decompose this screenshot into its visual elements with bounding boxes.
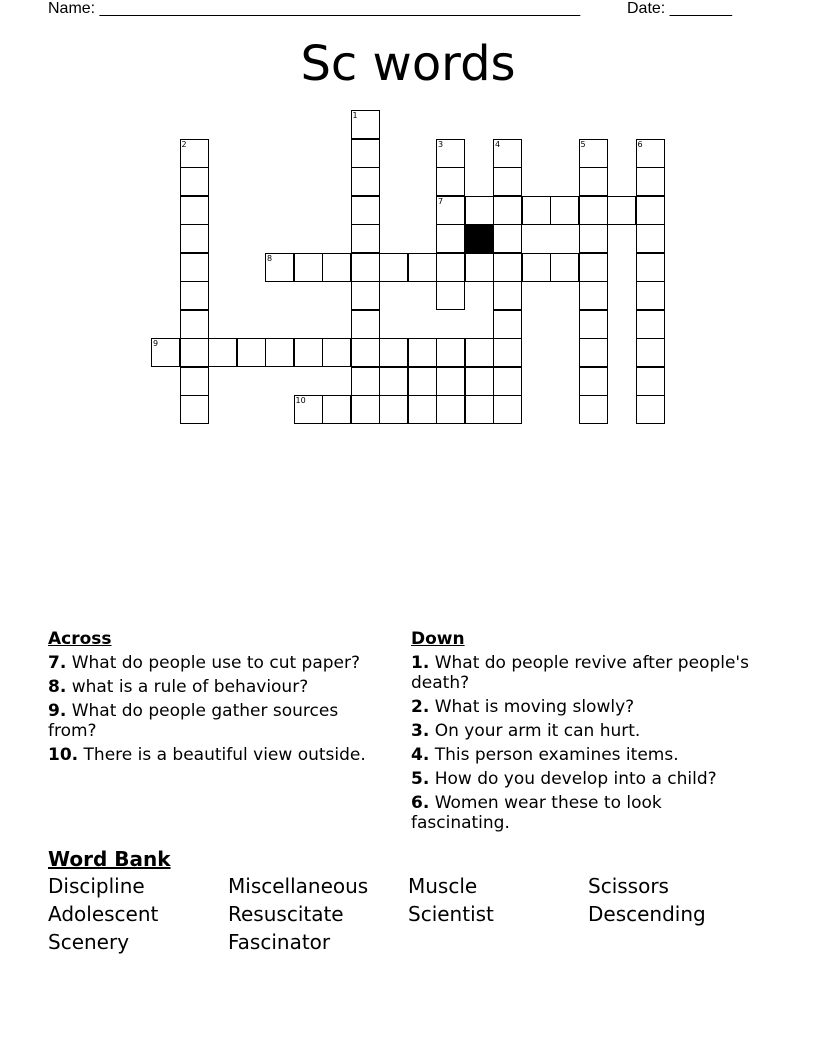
clue-text: How do you develop into a child? [429, 769, 717, 789]
down-clue [411, 721, 751, 741]
down-clue [411, 793, 751, 833]
word-bank-item: Scenery [48, 930, 130, 954]
grid-cell[interactable] [636, 367, 665, 396]
clue-number: 10. [48, 745, 79, 765]
grid-cell[interactable] [579, 196, 608, 225]
grid-cell[interactable] [351, 338, 380, 367]
clue-text: This person examines items. [429, 745, 679, 765]
clue-number: 8. [48, 677, 67, 697]
grid-cell[interactable] [408, 367, 437, 396]
grid-cell[interactable] [550, 196, 579, 225]
grid-cell[interactable] [465, 338, 494, 367]
word-bank-item: Muscle [408, 874, 478, 898]
across-clues [48, 628, 388, 769]
down-clue [411, 697, 751, 717]
word-bank [48, 846, 788, 954]
grid-cell[interactable] [493, 253, 522, 282]
clue-number: 7. [48, 653, 67, 673]
grid-cell[interactable] [465, 395, 494, 424]
grid-cell[interactable] [493, 367, 522, 396]
down-clues [411, 628, 751, 837]
clue-number: 1. [411, 653, 430, 673]
grid-cell[interactable] [493, 395, 522, 424]
grid-cell[interactable] [322, 253, 351, 282]
clue-text: What do people use to cut paper? [66, 653, 361, 673]
grid-cell[interactable] [351, 281, 380, 310]
grid-cell[interactable] [436, 196, 465, 225]
grid-cell[interactable] [180, 253, 209, 282]
grid-cell[interactable] [294, 253, 323, 282]
clue-number: 5 [580, 139, 586, 149]
grid-cell[interactable] [636, 196, 665, 225]
word-bank-item: Miscellaneous [228, 874, 369, 898]
grid-cell[interactable] [265, 253, 294, 282]
grid-cell[interactable] [636, 224, 665, 253]
clue-text: Women wear these to look fascinating. [411, 793, 662, 833]
grid-cell[interactable] [493, 224, 522, 253]
grid-cell[interactable] [636, 281, 665, 310]
grid-cell[interactable] [436, 395, 465, 424]
across-clue [48, 745, 388, 765]
word-bank-item: Resuscitate [228, 902, 344, 926]
grid-cell[interactable] [180, 281, 209, 310]
grid-cell[interactable] [493, 338, 522, 367]
grid-cell[interactable] [379, 338, 408, 367]
down-clue [411, 769, 751, 789]
grid-cell[interactable] [351, 310, 380, 339]
clue-number: 5. [411, 769, 430, 789]
grid-cell[interactable] [579, 367, 608, 396]
clue-text: What do people revive after people's death? [411, 653, 749, 693]
grid-cell[interactable] [208, 338, 237, 367]
grid-cell[interactable] [465, 253, 494, 282]
grid-cell[interactable] [379, 367, 408, 396]
grid-cell[interactable] [579, 281, 608, 310]
grid-cell[interactable] [351, 139, 380, 168]
grid-cell[interactable] [408, 253, 437, 282]
grid-cell[interactable] [465, 367, 494, 396]
grid-cell[interactable] [436, 139, 465, 168]
grid-cell[interactable] [465, 196, 494, 225]
word-bank-heading: Word Bank [48, 847, 171, 871]
name-field-label: Name: ______________________________________________________ [48, 0, 581, 17]
grid-cell[interactable] [351, 367, 380, 396]
grid-cell[interactable] [436, 338, 465, 367]
word-bank-item: Adolescent [48, 902, 159, 926]
clue-number: 7 [438, 196, 444, 206]
grid-cell[interactable] [408, 338, 437, 367]
grid-cell[interactable] [522, 253, 551, 282]
grid-cell[interactable] [579, 253, 608, 282]
grid-cell[interactable] [180, 367, 209, 396]
grid-cell[interactable] [636, 139, 665, 168]
grid-cell[interactable] [579, 395, 608, 424]
grid-cell[interactable] [379, 395, 408, 424]
grid-cell[interactable] [180, 167, 209, 196]
grid-cell[interactable] [322, 338, 351, 367]
page-title: Sc words [300, 36, 516, 92]
clue-number: 6. [411, 793, 430, 813]
across-heading: Across [48, 629, 112, 649]
grid-cell[interactable] [180, 196, 209, 225]
clue-text: On your arm it can hurt. [429, 721, 641, 741]
clue-text: There is a beautiful view outside. [78, 745, 366, 765]
grid-cell[interactable] [636, 395, 665, 424]
clue-number: 9 [153, 339, 159, 348]
grid-cell[interactable] [265, 338, 294, 367]
grid-cell[interactable] [607, 196, 636, 225]
grid-cell[interactable] [579, 338, 608, 367]
grid-cell[interactable] [351, 253, 380, 282]
grid-cell[interactable] [436, 167, 465, 196]
word-bank-item: Descending [588, 902, 706, 926]
down-heading: Down [411, 629, 465, 649]
grid-cell[interactable] [636, 167, 665, 196]
grid-cell[interactable] [579, 139, 608, 168]
grid-cell[interactable] [636, 310, 665, 339]
clue-number: 4 [495, 139, 501, 149]
grid-cell[interactable] [408, 395, 437, 424]
grid-cell[interactable] [493, 139, 522, 168]
grid-cell[interactable] [493, 196, 522, 225]
clue-text: What is moving slowly? [429, 697, 635, 717]
clue-number: 4. [411, 745, 430, 765]
across-clue [48, 653, 388, 673]
crossword-grid [0, 0, 816, 440]
down-clue [411, 653, 751, 693]
grid-cell[interactable] [351, 395, 380, 424]
grid-cell[interactable] [351, 224, 380, 253]
clue-number: 3 [438, 139, 444, 149]
word-bank-item: Scientist [408, 902, 494, 926]
clue-text: What do people gather sources from? [48, 701, 339, 741]
clue-number: 6 [637, 139, 643, 149]
clue-number: 2. [411, 697, 430, 717]
grid-cell[interactable] [351, 196, 380, 225]
grid-cell[interactable] [351, 167, 380, 196]
down-clue [411, 745, 751, 765]
grid-cell[interactable] [493, 167, 522, 196]
clue-number: 9. [48, 701, 67, 721]
grid-cell[interactable] [579, 224, 608, 253]
across-clue [48, 677, 388, 697]
grid-cell[interactable] [294, 395, 323, 424]
clue-number: 1 [352, 111, 358, 120]
grid-cell[interactable] [636, 253, 665, 282]
grid-cell[interactable] [180, 310, 209, 339]
word-bank-item: Discipline [48, 874, 145, 898]
grid-cell[interactable] [579, 310, 608, 339]
grid-cell[interactable] [180, 224, 209, 253]
grid-cell[interactable] [436, 281, 465, 310]
grid-cell[interactable] [550, 253, 579, 282]
clue-text: what is a rule of behaviour? [66, 677, 309, 697]
grid-cell[interactable] [294, 338, 323, 367]
clue-number: 3. [411, 721, 430, 741]
grid-cell[interactable] [436, 224, 465, 253]
grid-cell[interactable] [237, 338, 266, 367]
clue-number: 2 [181, 139, 187, 149]
grid-cell[interactable] [493, 281, 522, 310]
grid-cell[interactable] [180, 338, 209, 367]
grid-cell[interactable] [151, 338, 180, 367]
grid-cell[interactable] [180, 395, 209, 424]
grid-cell[interactable] [379, 253, 408, 282]
grid-cell[interactable] [522, 196, 551, 225]
grid-cell[interactable] [322, 395, 351, 424]
word-bank-item: Fascinator [228, 930, 331, 954]
clue-number: 10 [295, 396, 306, 405]
grid-cell[interactable] [636, 338, 665, 367]
clue-number: 8 [267, 253, 273, 263]
grid-cell[interactable] [351, 110, 380, 139]
grid-cell[interactable] [579, 167, 608, 196]
grid-cell[interactable] [436, 367, 465, 396]
grid-cell[interactable] [180, 139, 209, 168]
date-field-label: Date: _______ [627, 0, 732, 17]
grid-cell[interactable] [436, 253, 465, 282]
word-bank-item: Scissors [588, 874, 669, 898]
across-clue [48, 701, 388, 741]
grid-cell[interactable] [493, 310, 522, 339]
grid-black-square [465, 224, 494, 253]
